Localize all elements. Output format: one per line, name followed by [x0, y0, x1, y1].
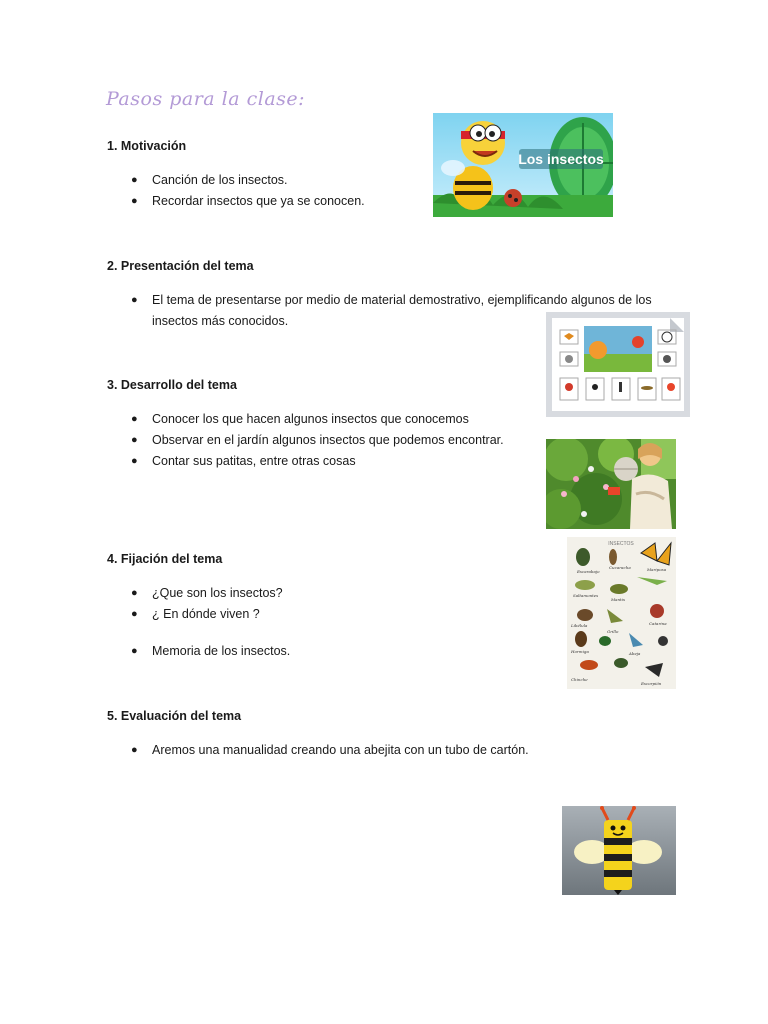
svg-text:Hormiga: Hormiga [571, 649, 589, 654]
bullet-icon: ● [131, 294, 138, 306]
section-heading-fijacion: 4. Fijación del tema [107, 552, 223, 566]
svg-text:Cucaracha: Cucaracha [609, 565, 631, 570]
svg-text:Mariposa: Mariposa [647, 567, 667, 572]
bullet-list-desarrollo [107, 409, 504, 472]
bullet-icon: ● [131, 455, 138, 467]
list-item: ● ¿ En dónde viven ? [107, 604, 290, 625]
svg-text:Escorpión: Escorpión [641, 681, 662, 686]
section-heading-evaluacion: 5. Evaluación del tema [107, 709, 242, 723]
svg-text:Grillo: Grillo [607, 629, 619, 634]
garden-children-photo [546, 439, 676, 529]
bee-craft-photo [562, 806, 676, 895]
list-item: ● ¿Que son los insectos? [107, 583, 290, 604]
page-title: Pasos para la clase: [106, 88, 306, 110]
list-item: ● Canción de los insectos. [107, 170, 365, 191]
section-heading-presentacion: 2. Presentación del tema [107, 259, 254, 273]
list-item: ● Memoria de los insectos. [107, 641, 290, 662]
bullet-icon: ● [131, 434, 138, 446]
bullet-icon: ● [131, 608, 138, 620]
svg-text:Mantis: Mantis [611, 597, 625, 602]
banner-title: Los insectos [518, 151, 604, 167]
bullet-icon: ● [131, 195, 138, 207]
bullet-icon: ● [131, 645, 138, 657]
bullet-icon: ● [131, 413, 138, 425]
bullet-icon: ● [131, 174, 138, 186]
list-item-continuation: insectos más conocidos. [152, 314, 289, 328]
insect-flashcards-image [546, 312, 690, 417]
list-item: ● Aremos una manualidad creando una abejita con un tubo de cartón. [107, 740, 529, 761]
list-item: ● El tema de presentarse por medio de material demostrativo, ejemplificando algunos de los [107, 290, 652, 311]
bullet-icon: ● [131, 744, 138, 756]
section-heading-desarrollo: 3. Desarrollo del tema [107, 378, 237, 392]
poster-title: INSECTOS [608, 541, 634, 547]
svg-text:Escarabajo: Escarabajo [577, 569, 600, 574]
bullet-icon: ● [131, 587, 138, 599]
svg-text:Saltamontes: Saltamontes [573, 593, 599, 598]
section-heading-motivacion: 1. Motivación [107, 139, 187, 153]
bullet-list-motivacion [107, 170, 365, 212]
list-item: ● Conocer los que hacen algunos insectos que conocemos [107, 409, 504, 430]
svg-text:Libélula: Libélula [571, 623, 588, 628]
svg-text:Abeja: Abeja [629, 651, 641, 656]
list-item: ● Observar en el jardín algunos insectos que podemos encontrar. [107, 430, 504, 451]
svg-text:Catarina: Catarina [649, 621, 667, 626]
los-insectos-banner-image [433, 113, 613, 217]
bullet-list-evaluacion [107, 740, 529, 761]
svg-text:Chinche: Chinche [571, 677, 588, 682]
cartoon-bee-icon [433, 113, 613, 217]
list-item: ● Contar sus patitas, entre otras cosas [107, 451, 504, 472]
insect-poster-image [567, 537, 676, 689]
list-item: ● Recordar insectos que ya se conocen. [107, 191, 365, 212]
bullet-list-fijacion [107, 583, 290, 662]
